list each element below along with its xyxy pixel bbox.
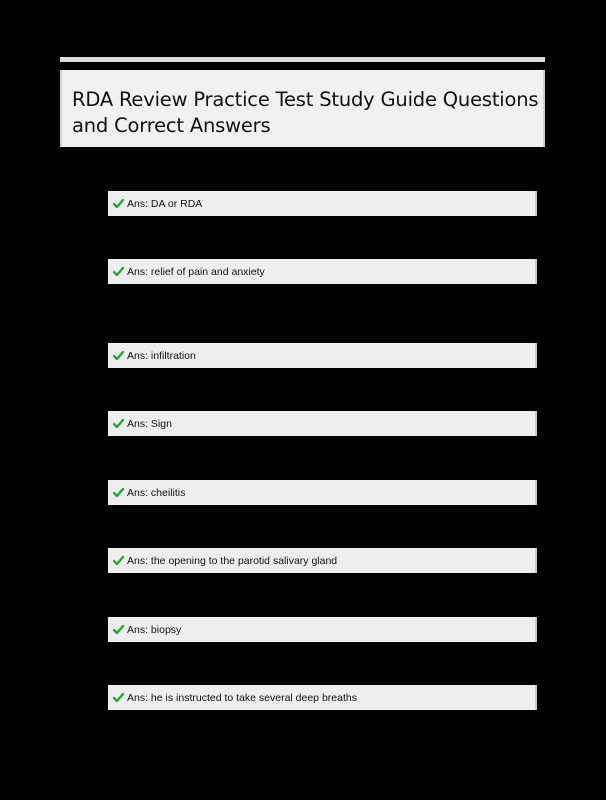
answer-text: Ans: DA or RDA bbox=[127, 197, 203, 210]
check-icon bbox=[113, 692, 124, 703]
answer-text: Ans: cheilitis bbox=[127, 486, 186, 499]
check-icon bbox=[113, 350, 124, 361]
answer-row bbox=[108, 548, 537, 573]
answer-row bbox=[108, 411, 537, 436]
check-icon bbox=[113, 624, 124, 635]
check-icon bbox=[113, 487, 124, 498]
answer-text: Ans: biopsy bbox=[127, 623, 182, 636]
check-icon bbox=[113, 418, 124, 429]
answer-text: Ans: infiltration bbox=[127, 349, 196, 362]
answer-row bbox=[108, 191, 537, 216]
check-icon bbox=[113, 198, 124, 209]
answer-row bbox=[108, 343, 537, 368]
answer-text: Ans: Sign bbox=[127, 417, 172, 430]
answer-row bbox=[108, 480, 537, 505]
answer-text: Ans: the opening to the parotid salivary gland bbox=[127, 554, 338, 567]
check-icon bbox=[113, 266, 124, 277]
answer-text: Ans: relief of pain and anxiety bbox=[127, 265, 265, 278]
answer-row bbox=[108, 617, 537, 642]
title-box bbox=[60, 70, 545, 147]
answer-row bbox=[108, 685, 537, 710]
top-divider bbox=[60, 57, 545, 62]
answer-row bbox=[108, 259, 537, 284]
document-title: RDA Review Practice Test Study Guide Questions and Correct Answers bbox=[72, 88, 539, 137]
check-icon bbox=[113, 555, 124, 566]
answer-text: Ans: he is instructed to take several deep breaths bbox=[127, 691, 357, 704]
